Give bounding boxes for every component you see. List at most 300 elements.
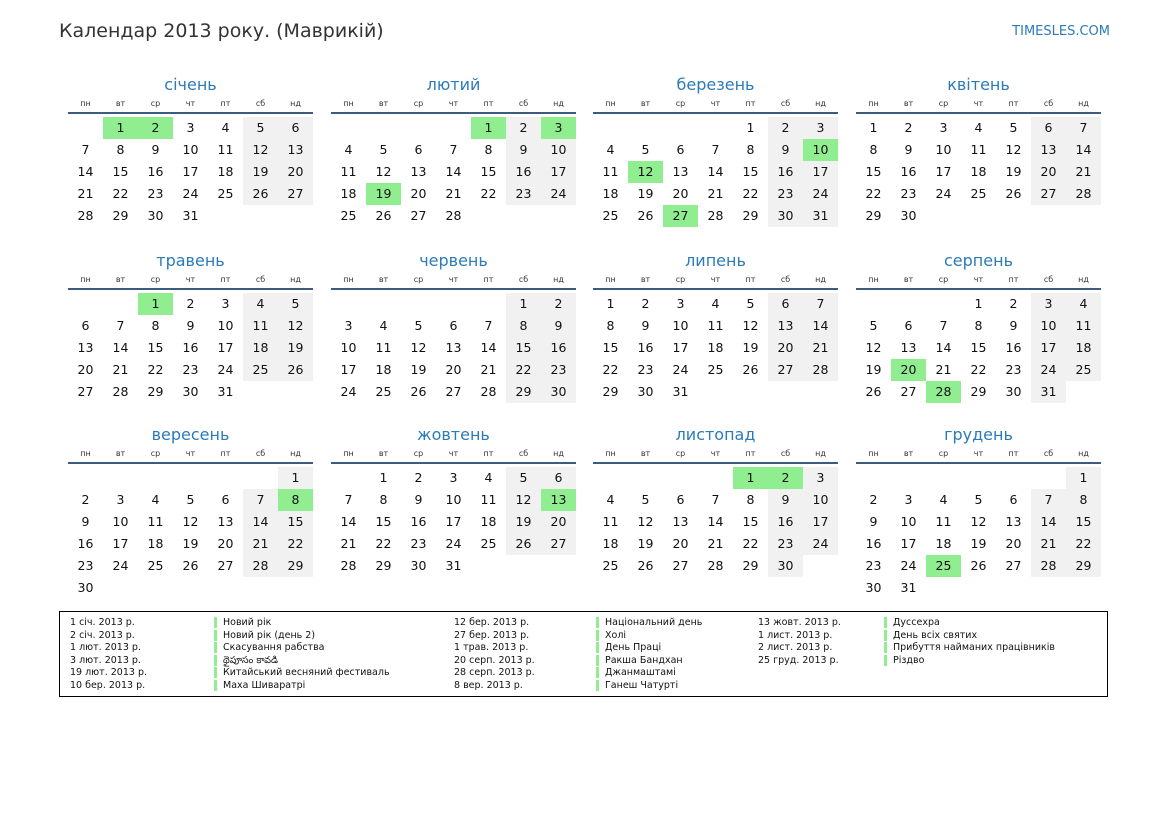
day-cell: 12 <box>637 514 654 529</box>
day-cell: 15 <box>1066 511 1101 533</box>
weekday-label: сб <box>780 449 791 458</box>
day-cell: 11 <box>340 164 357 179</box>
day-cell: 15 <box>506 337 541 359</box>
day-cell: 12 <box>865 340 882 355</box>
day-cell: 15 <box>480 164 497 179</box>
weekday-label: сб <box>255 449 266 458</box>
weekday-header <box>593 96 838 114</box>
day-cell: 28 <box>445 208 462 223</box>
day-cell: 9 <box>869 514 878 529</box>
weekday-label: нд <box>290 275 301 284</box>
day-cell: 15 <box>147 340 164 355</box>
day-cell: 10 <box>112 514 129 529</box>
weekday-label: пт <box>745 275 756 284</box>
month-3 <box>593 74 838 246</box>
day-cell: 16 <box>637 340 654 355</box>
day-cell: 15 <box>602 340 619 355</box>
day-cell: 23 <box>410 536 427 551</box>
weekday-label: ср <box>150 449 161 458</box>
weekday-label: нд <box>815 449 826 458</box>
day-cell: 25 <box>243 359 278 381</box>
weekday-label: сб <box>1043 99 1054 108</box>
day-cell: 10 <box>340 340 357 355</box>
legend-holiday-name: Китайський весняний фестиваль <box>214 667 390 678</box>
month-11 <box>593 424 838 596</box>
day-grid <box>593 290 838 422</box>
weekday-label: сб <box>255 99 266 108</box>
day-grid <box>68 290 313 422</box>
day-cell: 14 <box>340 514 357 529</box>
weekday-label: сб <box>1043 275 1054 284</box>
day-cell: 29 <box>278 555 313 577</box>
day-cell: 3 <box>803 117 838 139</box>
day-cell: 5 <box>641 492 650 507</box>
day-cell: 18 <box>1066 337 1101 359</box>
day-cell: 28 <box>803 359 838 381</box>
day-cell: 14 <box>112 340 129 355</box>
legend-holiday-name: Ракша Бандхан <box>596 655 683 666</box>
weekday-label: пт <box>1008 449 1019 458</box>
day-cell: 5 <box>506 467 541 489</box>
day-cell: 14 <box>1031 511 1066 533</box>
day-cell: 13 <box>278 139 313 161</box>
day-cell: 21 <box>707 186 724 201</box>
holiday-day-cell: 10 <box>803 139 838 161</box>
day-cell: 30 <box>147 208 164 223</box>
month-8 <box>856 250 1101 422</box>
day-cell: 26 <box>742 362 759 377</box>
day-cell: 12 <box>182 514 199 529</box>
weekday-label: ср <box>938 449 949 458</box>
legend-date: 1 січ. 2013 р. <box>70 617 135 628</box>
day-cell: 1 <box>1066 467 1101 489</box>
day-cell: 18 <box>935 536 952 551</box>
weekday-label: сб <box>518 275 529 284</box>
weekday-label: ср <box>675 275 686 284</box>
day-cell: 10 <box>935 142 952 157</box>
holiday-day-cell: 27 <box>663 205 698 227</box>
day-grid <box>856 114 1101 246</box>
legend-holiday-name: Ганеш Чатурті <box>596 680 678 691</box>
day-cell: 30 <box>768 205 803 227</box>
day-cell: 6 <box>221 492 230 507</box>
day-cell: 30 <box>410 558 427 573</box>
day-cell: 27 <box>1005 558 1022 573</box>
legend-date: 20 серп. 2013 р. <box>454 654 535 666</box>
day-cell: 31 <box>445 558 462 573</box>
legend-holiday-name: Різдво <box>884 655 924 666</box>
month-name: грудень <box>944 425 1013 444</box>
weekday-label: вт <box>903 275 914 284</box>
holiday-day-cell: 8 <box>278 489 313 511</box>
day-cell: 27 <box>541 533 576 555</box>
day-cell: 22 <box>865 186 882 201</box>
month-name: лютий <box>426 75 481 94</box>
weekday-label: пн <box>80 449 91 458</box>
weekday-label: чт <box>973 275 984 284</box>
legend-date: 27 бер. 2013 р. <box>454 629 530 641</box>
day-cell: 20 <box>77 362 94 377</box>
day-cell: 7 <box>484 318 493 333</box>
day-cell: 16 <box>147 164 164 179</box>
day-cell: 10 <box>900 514 917 529</box>
day-cell: 11 <box>243 315 278 337</box>
day-cell: 18 <box>340 186 357 201</box>
day-grid <box>331 464 576 596</box>
weekday-label: вт <box>903 99 914 108</box>
day-cell: 24 <box>900 558 917 573</box>
day-cell: 9 <box>904 142 913 157</box>
day-cell: 5 <box>1009 120 1018 135</box>
day-cell: 21 <box>480 362 497 377</box>
day-cell: 26 <box>182 558 199 573</box>
day-cell: 26 <box>637 208 654 223</box>
day-cell: 13 <box>1031 139 1066 161</box>
day-cell: 4 <box>151 492 160 507</box>
site-link[interactable]: TIMESLES.COM <box>1012 24 1110 39</box>
day-cell: 20 <box>672 186 689 201</box>
weekday-header <box>331 96 576 114</box>
month-name: червень <box>419 251 488 270</box>
day-cell: 29 <box>375 558 392 573</box>
day-cell: 19 <box>1005 164 1022 179</box>
weekday-label: сб <box>255 275 266 284</box>
day-cell: 9 <box>1009 318 1018 333</box>
day-cell: 11 <box>1066 315 1101 337</box>
day-cell: 19 <box>742 340 759 355</box>
day-cell: 6 <box>449 318 458 333</box>
day-cell: 21 <box>445 186 462 201</box>
weekday-label: пн <box>343 449 354 458</box>
month-name: листопад <box>675 425 756 444</box>
weekday-label: чт <box>973 99 984 108</box>
day-cell: 18 <box>217 164 234 179</box>
weekday-label: ср <box>413 449 424 458</box>
weekday-label: чт <box>973 449 984 458</box>
weekday-label: пт <box>483 99 494 108</box>
day-cell: 2 <box>506 117 541 139</box>
day-cell: 31 <box>182 208 199 223</box>
day-cell: 19 <box>243 161 278 183</box>
holiday-day-cell: 13 <box>541 489 576 511</box>
weekday-label: чт <box>710 275 721 284</box>
day-cell: 28 <box>480 384 497 399</box>
day-cell: 25 <box>1066 359 1101 381</box>
day-cell: 20 <box>1005 536 1022 551</box>
day-cell: 1 <box>278 467 313 489</box>
day-cell: 8 <box>116 142 125 157</box>
day-cell: 6 <box>1031 117 1066 139</box>
day-cell: 30 <box>77 580 94 595</box>
holiday-day-cell: 1 <box>138 293 173 315</box>
day-cell: 7 <box>1031 489 1066 511</box>
day-cell: 28 <box>243 555 278 577</box>
weekday-header <box>593 446 838 464</box>
day-cell: 5 <box>414 318 423 333</box>
weekday-label: ср <box>413 99 424 108</box>
weekday-label: нд <box>553 275 564 284</box>
weekday-label: чт <box>185 449 196 458</box>
day-cell: 11 <box>480 492 497 507</box>
day-cell: 11 <box>217 142 234 157</box>
holiday-day-cell: 1 <box>471 117 506 139</box>
day-cell: 12 <box>278 315 313 337</box>
weekday-label: вт <box>903 449 914 458</box>
day-cell: 5 <box>278 293 313 315</box>
day-cell: 3 <box>676 296 685 311</box>
weekday-label: сб <box>780 275 791 284</box>
day-cell: 22 <box>147 362 164 377</box>
day-cell: 8 <box>484 142 493 157</box>
day-cell: 9 <box>151 142 160 157</box>
day-cell: 26 <box>243 183 278 205</box>
weekday-label: сб <box>1043 449 1054 458</box>
day-cell: 4 <box>606 142 615 157</box>
weekday-label: пт <box>1008 99 1019 108</box>
month-4 <box>856 74 1101 246</box>
day-cell: 20 <box>445 362 462 377</box>
day-cell: 16 <box>768 161 803 183</box>
day-cell: 25 <box>602 558 619 573</box>
day-cell: 8 <box>506 315 541 337</box>
day-cell: 9 <box>186 318 195 333</box>
day-cell: 10 <box>182 142 199 157</box>
month-2 <box>331 74 576 246</box>
day-cell: 29 <box>506 381 541 403</box>
day-cell: 28 <box>707 558 724 573</box>
weekday-header <box>331 446 576 464</box>
weekday-label: сб <box>518 449 529 458</box>
day-cell: 4 <box>1066 293 1101 315</box>
day-cell: 23 <box>506 183 541 205</box>
weekday-label: нд <box>553 99 564 108</box>
weekday-label: вт <box>378 275 389 284</box>
day-cell: 1 <box>379 470 388 485</box>
day-cell: 7 <box>243 489 278 511</box>
day-cell: 22 <box>742 536 759 551</box>
month-name: жовтень <box>417 425 490 444</box>
day-cell: 29 <box>602 384 619 399</box>
day-cell: 5 <box>186 492 195 507</box>
holiday-day-cell: 28 <box>926 381 961 403</box>
month-5 <box>68 250 313 422</box>
day-cell: 13 <box>1005 514 1022 529</box>
weekday-label: ср <box>150 99 161 108</box>
weekday-label: ср <box>150 275 161 284</box>
day-cell: 7 <box>803 293 838 315</box>
day-cell: 21 <box>77 186 94 201</box>
day-cell: 11 <box>602 164 619 179</box>
day-cell: 23 <box>182 362 199 377</box>
day-cell: 13 <box>217 514 234 529</box>
day-cell: 2 <box>186 296 195 311</box>
legend-holiday-name: Національний день <box>596 617 702 628</box>
day-cell: 1 <box>746 120 755 135</box>
day-cell: 31 <box>217 384 234 399</box>
legend-date: 8 вер. 2013 р. <box>454 680 523 691</box>
day-cell: 18 <box>707 340 724 355</box>
day-cell: 23 <box>768 533 803 555</box>
day-cell: 26 <box>375 208 392 223</box>
day-cell: 13 <box>768 315 803 337</box>
day-cell: 16 <box>865 536 882 551</box>
weekday-label: чт <box>448 99 459 108</box>
weekday-label: ср <box>675 449 686 458</box>
day-cell: 14 <box>243 511 278 533</box>
holiday-day-cell: 25 <box>926 555 961 577</box>
day-cell: 24 <box>340 384 357 399</box>
holiday-day-cell: 1 <box>733 467 768 489</box>
day-cell: 16 <box>541 337 576 359</box>
day-cell: 24 <box>803 183 838 205</box>
day-cell: 3 <box>803 467 838 489</box>
day-cell: 5 <box>746 296 755 311</box>
weekday-label: вт <box>115 449 126 458</box>
day-cell: 11 <box>375 340 392 355</box>
legend-date: 1 лист. 2013 р. <box>758 629 833 641</box>
holiday-day-cell: 12 <box>628 161 663 183</box>
day-cell: 24 <box>445 536 462 551</box>
day-cell: 27 <box>768 359 803 381</box>
day-cell: 25 <box>602 208 619 223</box>
day-cell: 30 <box>637 384 654 399</box>
day-cell: 17 <box>935 164 952 179</box>
day-cell: 22 <box>1066 533 1101 555</box>
day-cell: 29 <box>112 208 129 223</box>
day-cell: 22 <box>742 186 759 201</box>
day-cell: 14 <box>707 164 724 179</box>
day-cell: 22 <box>506 359 541 381</box>
day-cell: 19 <box>410 362 427 377</box>
day-cell: 7 <box>116 318 125 333</box>
day-cell: 19 <box>637 186 654 201</box>
day-cell: 17 <box>217 340 234 355</box>
day-cell: 27 <box>445 384 462 399</box>
month-name: березень <box>676 75 755 94</box>
day-cell: 7 <box>711 142 720 157</box>
weekday-label: нд <box>815 99 826 108</box>
day-cell: 7 <box>711 492 720 507</box>
day-cell: 7 <box>81 142 90 157</box>
legend-date: 3 лют. 2013 р. <box>70 654 141 666</box>
day-cell: 24 <box>935 186 952 201</box>
day-cell: 15 <box>865 164 882 179</box>
day-cell: 26 <box>506 533 541 555</box>
day-cell: 16 <box>410 514 427 529</box>
day-cell: 21 <box>1066 161 1101 183</box>
day-cell: 4 <box>344 142 353 157</box>
day-cell: 10 <box>672 318 689 333</box>
day-cell: 8 <box>606 318 615 333</box>
legend-date: 2 січ. 2013 р. <box>70 629 135 641</box>
day-cell: 15 <box>742 514 759 529</box>
day-cell: 30 <box>768 555 803 577</box>
day-cell: 15 <box>278 511 313 533</box>
day-cell: 7 <box>1066 117 1101 139</box>
month-10 <box>331 424 576 596</box>
holiday-day-cell: 3 <box>541 117 576 139</box>
weekday-label: пт <box>1008 275 1019 284</box>
day-cell: 6 <box>676 142 685 157</box>
day-cell: 2 <box>1009 296 1018 311</box>
weekday-label: нд <box>1078 99 1089 108</box>
day-cell: 30 <box>865 580 882 595</box>
holiday-day-cell: 1 <box>103 117 138 139</box>
weekday-label: пт <box>220 449 231 458</box>
day-cell: 18 <box>602 186 619 201</box>
legend-date: 28 серп. 2013 р. <box>454 667 535 679</box>
day-cell: 7 <box>449 142 458 157</box>
day-cell: 8 <box>379 492 388 507</box>
day-cell: 29 <box>742 208 759 223</box>
day-cell: 28 <box>340 558 357 573</box>
day-cell: 18 <box>243 337 278 359</box>
day-cell: 19 <box>182 536 199 551</box>
day-cell: 30 <box>541 381 576 403</box>
day-cell: 13 <box>672 514 689 529</box>
day-cell: 27 <box>217 558 234 573</box>
legend-holiday-name: День Праці <box>596 642 661 653</box>
day-cell: 17 <box>1031 337 1066 359</box>
weekday-label: пт <box>220 99 231 108</box>
day-cell: 17 <box>112 536 129 551</box>
weekday-header <box>856 96 1101 114</box>
day-cell: 23 <box>1005 362 1022 377</box>
day-cell: 28 <box>1066 183 1101 205</box>
day-cell: 6 <box>768 293 803 315</box>
day-grid <box>68 464 313 596</box>
day-cell: 6 <box>904 318 913 333</box>
day-cell: 23 <box>637 362 654 377</box>
month-name: травень <box>156 251 225 270</box>
day-cell: 25 <box>217 186 234 201</box>
day-cell: 4 <box>974 120 983 135</box>
day-cell: 19 <box>278 337 313 359</box>
day-cell: 21 <box>243 533 278 555</box>
day-cell: 25 <box>970 186 987 201</box>
weekday-label: пн <box>605 275 616 284</box>
day-cell: 20 <box>672 536 689 551</box>
day-cell: 14 <box>935 340 952 355</box>
day-grid <box>593 464 838 596</box>
day-cell: 2 <box>768 117 803 139</box>
day-cell: 16 <box>77 536 94 551</box>
page-title: Календар 2013 року. (Маврикій) <box>59 20 384 42</box>
weekday-label: чт <box>710 99 721 108</box>
day-cell: 7 <box>939 318 948 333</box>
day-cell: 25 <box>480 536 497 551</box>
month-12 <box>856 424 1101 596</box>
day-cell: 21 <box>707 536 724 551</box>
day-cell: 2 <box>641 296 650 311</box>
legend-holiday-name: Дуссехра <box>884 617 940 628</box>
day-cell: 22 <box>602 362 619 377</box>
day-cell: 8 <box>1066 489 1101 511</box>
weekday-label: нд <box>290 449 301 458</box>
weekday-label: ср <box>938 275 949 284</box>
day-cell: 12 <box>1005 142 1022 157</box>
day-grid <box>593 114 838 246</box>
day-cell: 16 <box>506 161 541 183</box>
day-cell: 12 <box>506 489 541 511</box>
day-cell: 10 <box>803 489 838 511</box>
day-cell: 29 <box>742 558 759 573</box>
holiday-day-cell: 2 <box>138 117 173 139</box>
day-cell: 18 <box>480 514 497 529</box>
month-1 <box>68 74 313 246</box>
day-cell: 12 <box>742 318 759 333</box>
weekday-label: пн <box>80 99 91 108</box>
